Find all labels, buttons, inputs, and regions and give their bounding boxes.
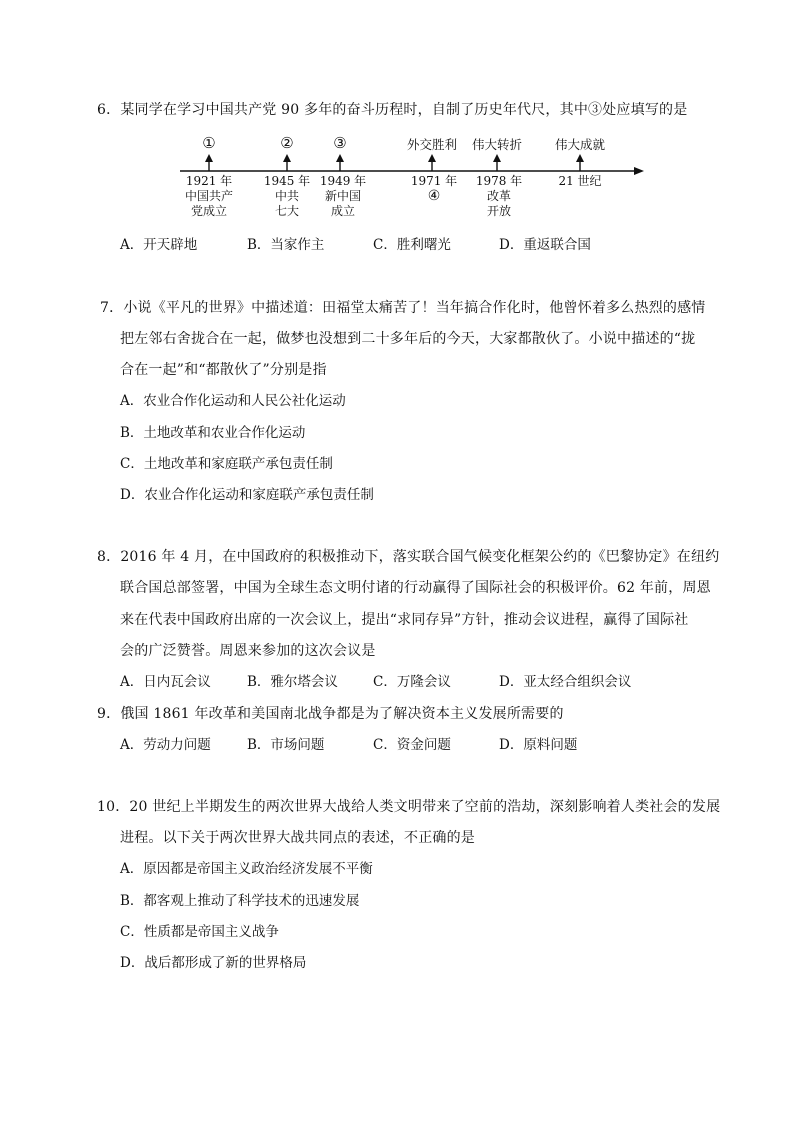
event-label: 党成立: [190, 204, 227, 218]
option-a[interactable]: A．劳动力问题: [120, 737, 211, 753]
question-number: 10．: [97, 799, 130, 815]
option-c[interactable]: C．资金问题: [373, 737, 451, 753]
option-a[interactable]: A．日内瓦会议: [120, 674, 211, 690]
event-label: 七大: [274, 204, 299, 218]
question-stem-line: 联合国总部签署，中国为全球生态文明付诸的行动赢得了国际社会的积极评价。62 年前，周恩: [120, 580, 711, 596]
timeline-marker: [493, 154, 501, 171]
question-stem-line: 某同学在学习中国共产党 90 多年的奋斗历程时，自制了历史年代尺，其中③处应填写的是: [120, 102, 688, 118]
timeline-marker: [336, 154, 344, 171]
timeline-axis: [0, 0, 794, 240]
year-label: 1978 年: [475, 174, 523, 188]
timeline-marker: [283, 154, 291, 171]
timeline-bottom-label: [474, 174, 524, 219]
question-stem-line: 会的广泛赞誉。周恩来参加的这次会议是: [120, 643, 376, 659]
question-10-line: [97, 797, 720, 817]
question-7-line: [100, 298, 706, 318]
question-number: 9．: [97, 706, 121, 722]
event-label: 成立: [330, 204, 355, 218]
question-8-line: [97, 547, 719, 567]
timeline-bottom-label: [179, 174, 239, 219]
year-label: 21 世纪: [558, 174, 602, 188]
question-stem-line: 小说《平凡的世界》中描述道：田福堂太痛苦了！当年搞合作化时，他曾怀着多么热烈的感情: [123, 300, 706, 316]
option-a[interactable]: A．开天辟地: [120, 237, 198, 253]
year-label: 1971 年: [410, 174, 458, 188]
option-b[interactable]: B．雅尔塔会议: [247, 674, 338, 690]
event-label: 新中国: [324, 189, 361, 203]
question-stem-line: 20 世纪上半期发生的两次世界大战给人类文明带来了空前的浩劫，深刻影响着人类社会的发展: [129, 799, 721, 815]
event-label: 中国共产: [184, 189, 233, 203]
question-stem-line: 2016 年 4 月，在中国政府的积极推动下，落实联合国气候变化框架公约的《巴黎协定》在纽约: [120, 549, 720, 565]
option-d[interactable]: D．重返联合国: [499, 237, 591, 253]
timeline-marker: [576, 154, 584, 171]
timeline-top-label: ②: [280, 134, 294, 152]
option-a[interactable]: A．农业合作化运动和人民公社化运动: [120, 393, 346, 409]
option-b[interactable]: B．市场问题: [247, 737, 325, 753]
year-label: 1921 年: [185, 174, 233, 188]
timeline-top-label: 伟大转折: [471, 137, 522, 152]
timeline-bottom-label: [409, 174, 459, 204]
option-b[interactable]: B．都客观上推动了科学技术的迅速发展: [120, 893, 360, 909]
event-label: 改革: [486, 189, 511, 203]
question-stem-line: 合在一起”和“都散伙了”分别是指: [120, 362, 327, 378]
timeline-top-label: 伟大成就: [554, 137, 605, 152]
event-label: ④: [427, 188, 441, 204]
timeline-arrowhead: [634, 167, 644, 175]
question-number: 6．: [97, 102, 121, 118]
question-number: 7．: [100, 300, 124, 316]
option-a[interactable]: A．原因都是帝国主义政治经济发展不平衡: [120, 861, 373, 877]
timeline-marker: [428, 154, 436, 171]
event-label: 中共: [274, 189, 299, 203]
year-label: 1949 年: [319, 174, 367, 188]
question-stem-line: 进程。以下关于两次世界大战共同点的表述，不正确的是: [120, 830, 475, 846]
option-b[interactable]: B．当家作主: [247, 237, 325, 253]
question-stem-line: 来在代表中国政府出席的一次会议上，提出“求同存异”方针，推动会议进程，赢得了国际社: [120, 612, 689, 628]
event-label: 开放: [486, 204, 511, 218]
question-stem-line: 俄国 1861 年改革和美国南北战争都是为了解决资本主义发展所需要的: [120, 706, 564, 722]
timeline-marker: [205, 154, 213, 171]
question-number: 8．: [97, 549, 121, 565]
option-c[interactable]: C．万隆会议: [373, 674, 451, 690]
year-label: 1945 年: [263, 174, 311, 188]
timeline-bottom-label: [318, 174, 368, 219]
option-c[interactable]: C．胜利曙光: [373, 237, 451, 253]
timeline-top-label: ①: [202, 134, 216, 152]
timeline-top-label: ③: [333, 134, 347, 152]
option-d[interactable]: D．战后都形成了新的世界格局: [120, 955, 307, 971]
option-d[interactable]: D．农业合作化运动和家庭联产承包责任制: [120, 487, 374, 503]
question-9-line: [97, 704, 564, 724]
option-d[interactable]: D．原料问题: [499, 737, 578, 753]
timeline-bottom-label: [553, 174, 607, 189]
question-stem-line: 把左邻右舍拢合在一起，做梦也没想到二十多年后的今天，大家都散伙了。小说中描述的“拢: [120, 331, 696, 347]
timeline-top-label: 外交胜利: [406, 137, 457, 152]
option-d[interactable]: D．亚太经合组织会议: [499, 674, 632, 690]
option-b[interactable]: B．土地改革和农业合作化运动: [120, 425, 306, 441]
option-c[interactable]: C．性质都是帝国主义战争: [120, 924, 279, 940]
option-c[interactable]: C．土地改革和家庭联产承包责任制: [120, 456, 333, 472]
timeline-bottom-label: [262, 174, 312, 219]
